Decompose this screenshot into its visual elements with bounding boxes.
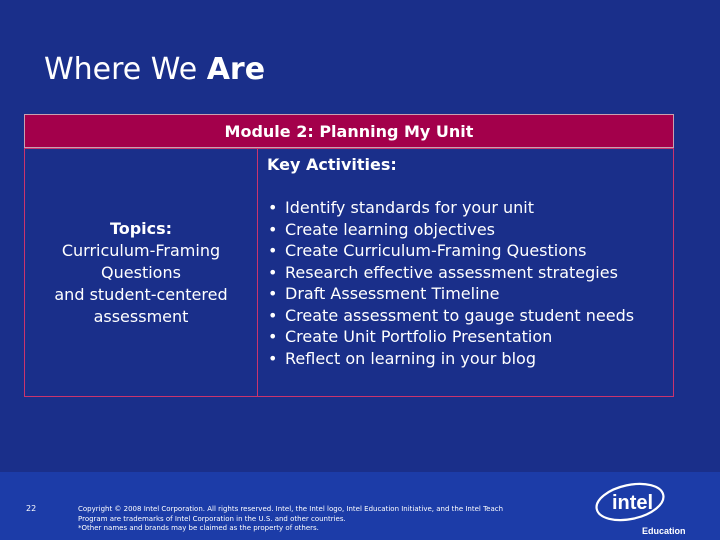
topics-line: and student-centered bbox=[54, 284, 228, 304]
topics-line: assessment bbox=[93, 306, 189, 326]
topics-line: Questions bbox=[101, 262, 181, 282]
footer-bar bbox=[0, 472, 720, 540]
list-item: • Research effective assessment strategies bbox=[268, 262, 668, 284]
list-item: • Reflect on learning in your blog bbox=[268, 348, 668, 370]
page-number: 22 bbox=[26, 504, 37, 513]
key-activities-list bbox=[268, 197, 668, 369]
topics-label: Topics: bbox=[109, 218, 173, 238]
list-item: • Create assessment to gauge student needs bbox=[268, 305, 668, 327]
list-item: • Create Unit Portfolio Presentation bbox=[268, 326, 668, 348]
list-item: • Draft Assessment Timeline bbox=[268, 283, 668, 305]
copyright-line: *Other names and brands may be claimed as the property of others. bbox=[78, 524, 319, 532]
copyright-text bbox=[78, 505, 588, 534]
list-item: • Identify standards for your unit bbox=[268, 197, 668, 219]
module-header: Module 2: Planning My Unit bbox=[24, 114, 674, 148]
topics-line: Curriculum-Framing bbox=[61, 240, 221, 260]
key-activities-cell bbox=[257, 148, 674, 397]
copyright-line: Program are trademarks of Intel Corporation in the U.S. and other countries. bbox=[78, 514, 346, 523]
list-item: • Create Curriculum-Framing Questions bbox=[268, 240, 668, 262]
title-regular: Where We bbox=[44, 52, 207, 87]
topics-cell bbox=[24, 148, 258, 397]
title-bold: Are bbox=[206, 52, 266, 87]
key-activities-label: Key Activities: bbox=[267, 155, 397, 174]
logo-subtext: Education bbox=[642, 526, 686, 536]
copyright-line: Copyright © 2008 Intel Corporation. All rights reserved. Intel, the Intel logo, Intel Education Initiative, and the Intel Teach bbox=[78, 505, 504, 513]
intel-education-logo bbox=[592, 480, 692, 538]
slide-title bbox=[44, 52, 265, 87]
logo-text: intel bbox=[612, 492, 654, 514]
activities-table bbox=[24, 114, 674, 397]
list-item: • Create learning objectives bbox=[268, 219, 668, 241]
